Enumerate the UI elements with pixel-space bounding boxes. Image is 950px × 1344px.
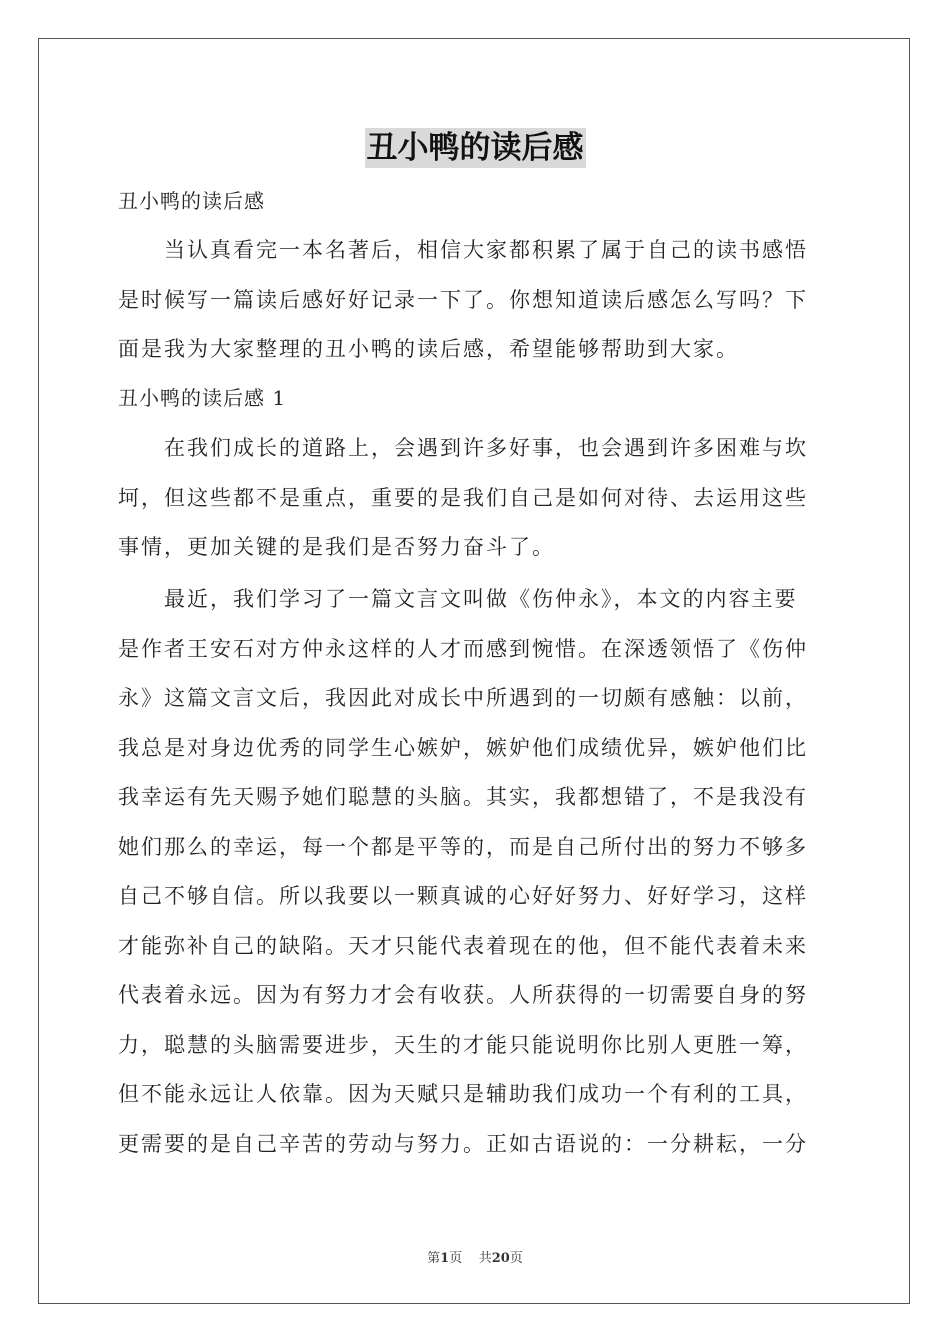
paragraph-line: 永》这篇文言文后，我因此对成长中所遇到的一切颇有感触：以前， [118, 686, 808, 710]
paragraph-line: 事情，更加关键的是我们是否努力奋斗了。 [118, 535, 555, 559]
section-heading-block [118, 374, 832, 424]
paragraph-line: 坷，但这些都不是重点，重要的是我们自己是如何对待、去运用这些 [118, 485, 808, 510]
intro-line: 面是我为大家整理的丑小鸭的读后感，希望能够帮助到大家。 [118, 337, 739, 361]
paragraph-line: 才能弥补自己的缺陷。天才只能代表着现在的他，但不能代表着未来 [118, 933, 808, 958]
paragraph-line: 更需要的是自己辛苦的劳动与努力。正如古语说的：一分耕耘，一分 [118, 1131, 808, 1156]
paragraph-2 [118, 575, 832, 1169]
paragraph-line: 代表着永远。因为有努力才会有收获。人所获得的一切需要自身的努 [118, 983, 808, 1007]
document-subtitle: 丑小鸭的读后感 [118, 189, 265, 213]
section-heading: 丑小鸭的读后感 1 [118, 386, 287, 410]
paragraph-line: 但不能永远让人依靠。因为天赋只是辅助我们成功一个有利的工具， [118, 1082, 808, 1106]
paragraph-line: 我幸运有先天赐予她们聪慧的头脑。其实，我都想错了，不是我没有 [118, 785, 808, 809]
paragraph-line: 是作者王安石对方仲永这样的人才而感到惋惜。在深透领悟了《伤仲 [118, 636, 808, 661]
footer-total-suffix: 页 [509, 1251, 523, 1266]
footer-total-prefix: 共 [478, 1251, 492, 1266]
paragraph-line: 自己不够自信。所以我要以一颗真诚的心好好努力、好好学习，这样 [118, 884, 808, 908]
footer-total-pages: 20 [491, 1251, 510, 1266]
footer-page-number: 1 [440, 1251, 450, 1266]
footer-page-suffix: 页 [449, 1251, 463, 1266]
page-footer [0, 1247, 950, 1266]
paragraph-line: 她们那么的幸运，每一个都是平等的，而是自己所付出的努力不够多 [118, 834, 808, 859]
intro-line: 是时候写一篇读后感好好记录一下了。你想知道读后感怎么写吗？下 [118, 287, 808, 312]
document-title-text: 丑小鸭的读后感 [366, 130, 584, 166]
intro-paragraph [118, 226, 832, 375]
intro-line: 当认真看完一本名著后，相信大家都积累了属于自己的读书感悟 [164, 238, 808, 262]
paragraph-line: 力，聪慧的头脑需要进步，天生的才能只能说明你比别人更胜一筹， [118, 1032, 808, 1057]
document-subtitle-block [118, 177, 832, 227]
paragraph-1 [118, 424, 832, 573]
paragraph-line: 我总是对身边优秀的同学生心嫉妒，嫉妒他们成绩优异，嫉妒他们比 [118, 735, 808, 760]
document-title [0, 128, 950, 168]
paragraph-line: 最近，我们学习了一篇文言文叫做《伤仲永》，本文的内容主要 [164, 587, 798, 611]
footer-prefix: 第 [427, 1251, 441, 1266]
paragraph-line: 在我们成长的道路上，会遇到许多好事，也会遇到许多困难与坎 [164, 436, 808, 460]
